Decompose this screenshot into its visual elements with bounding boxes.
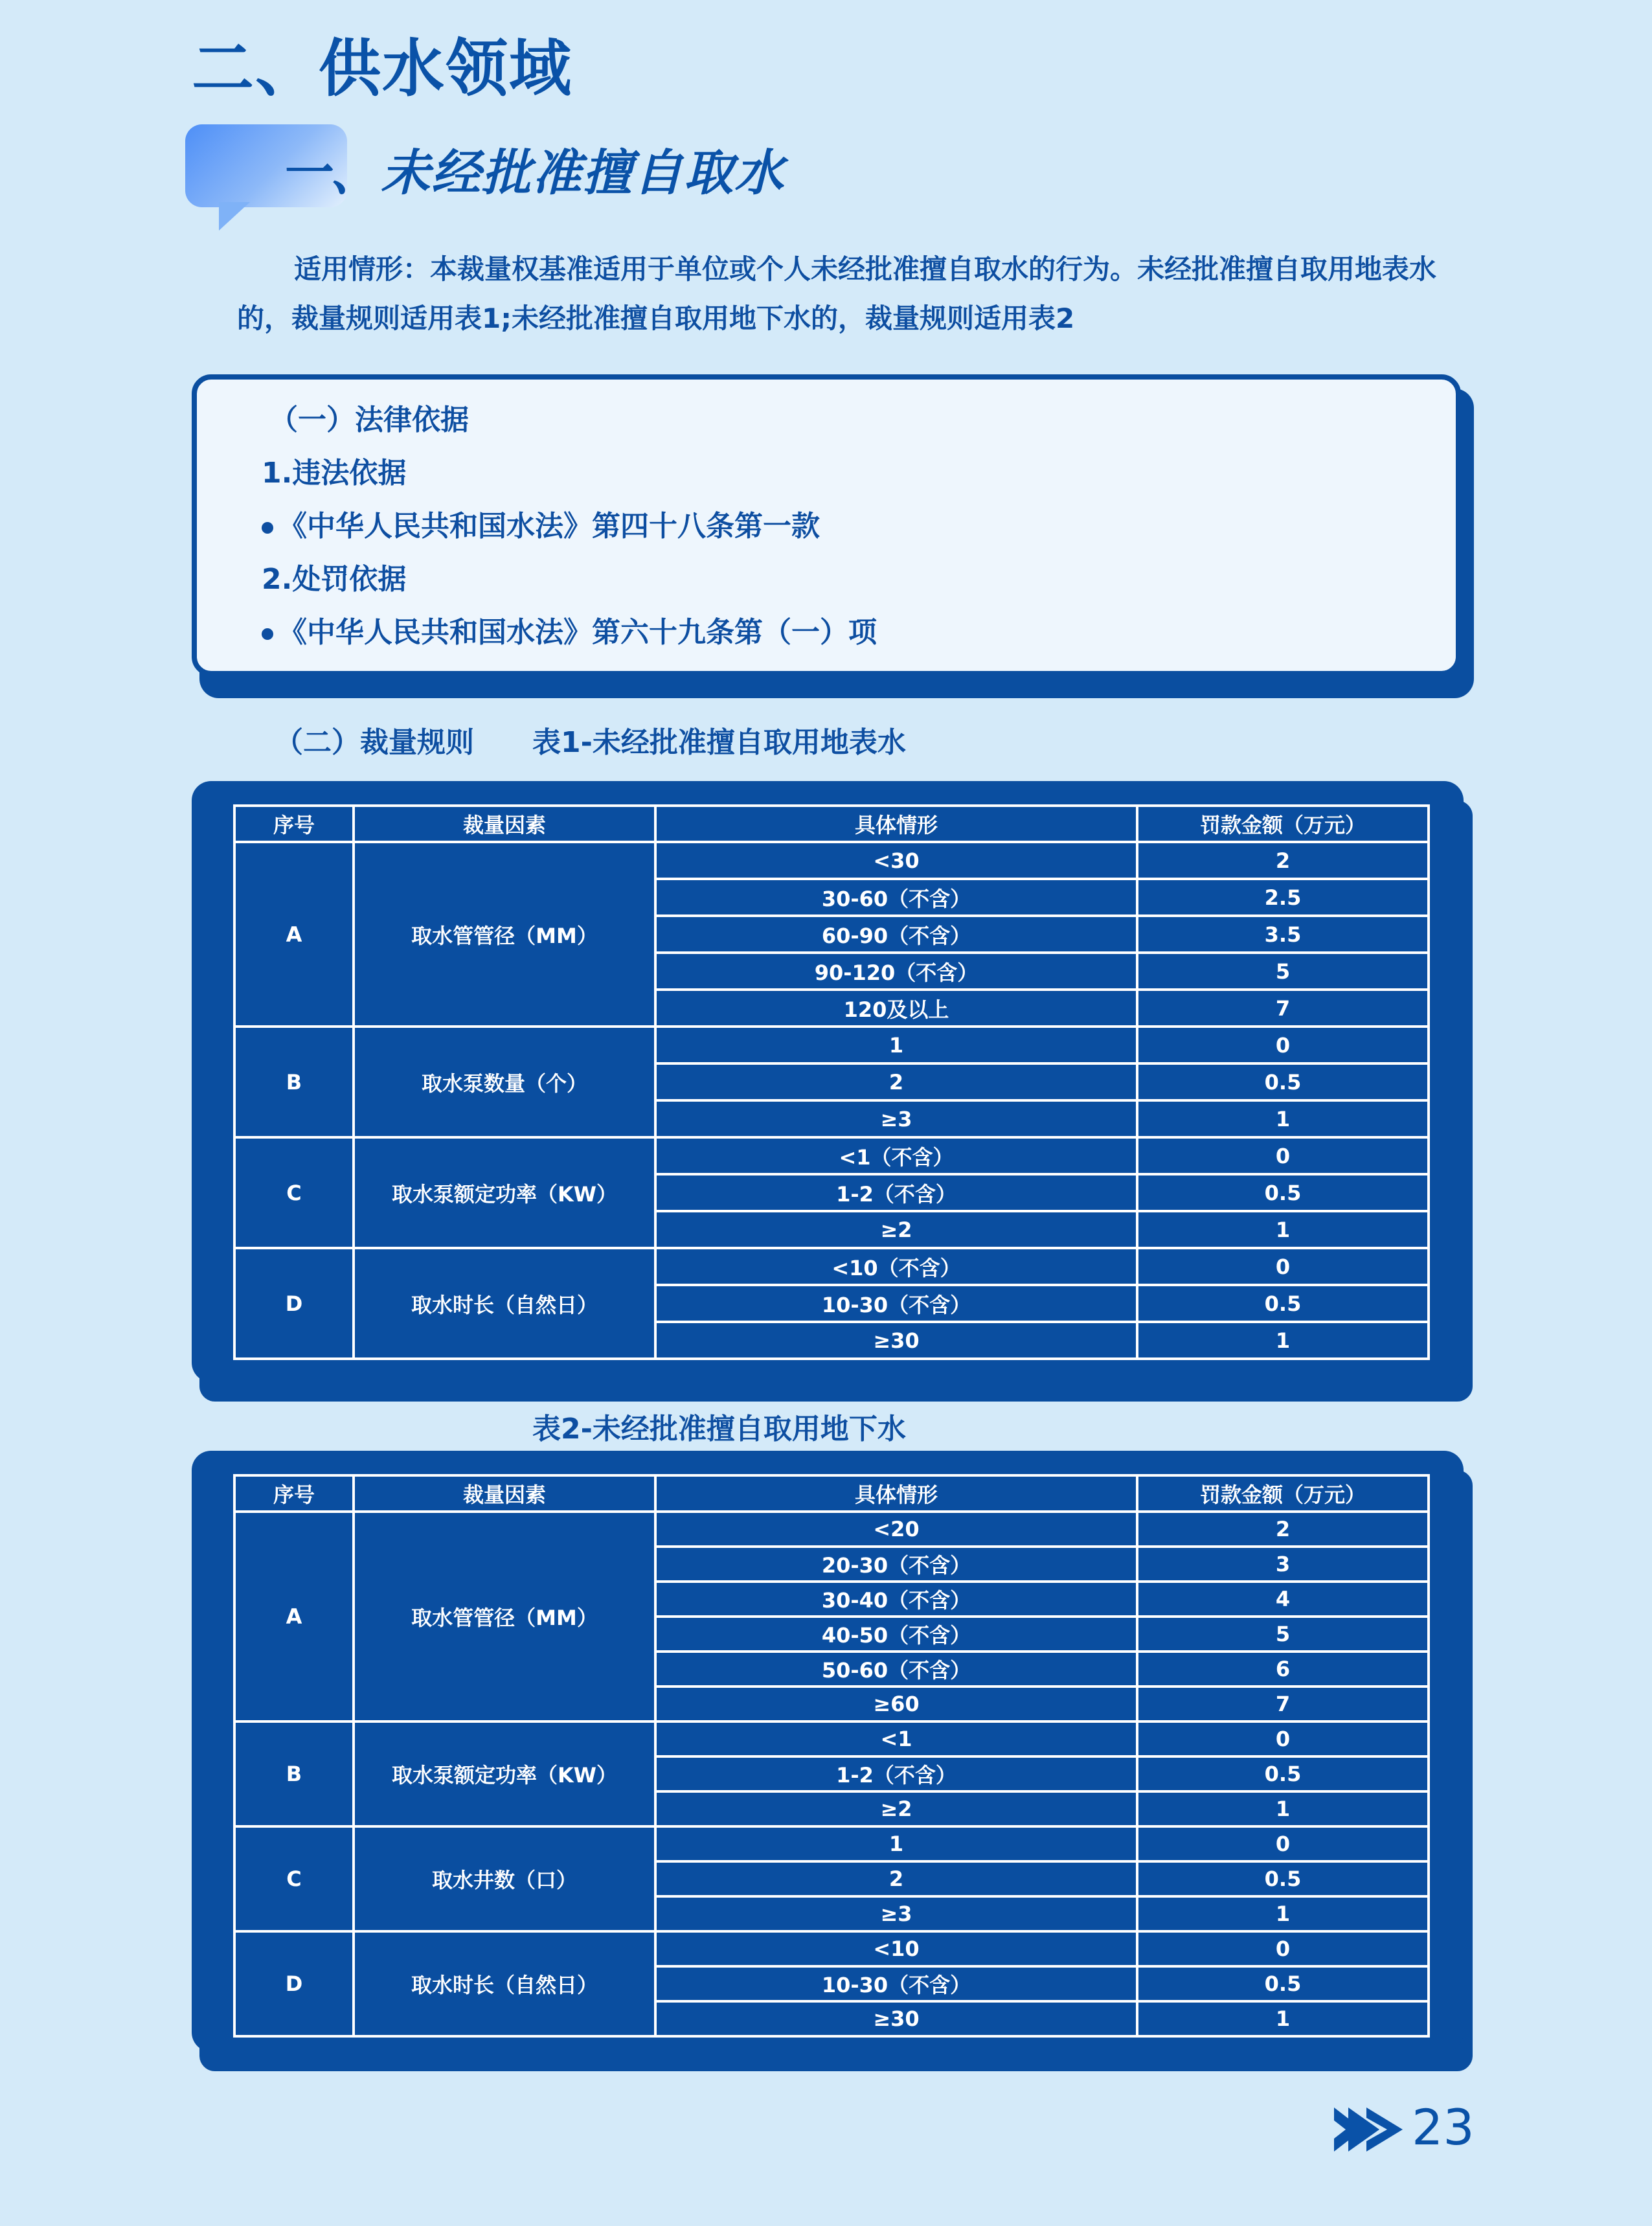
column-header: 裁量因素 (354, 1475, 655, 1512)
condition-cell: 30-60（不含） (655, 879, 1137, 916)
group-id-cell: D (234, 1248, 354, 1359)
condition-cell: <10（不含） (655, 1248, 1137, 1285)
factor-cell: 取水井数（口） (354, 1826, 655, 1931)
table-header-row (234, 806, 1429, 842)
fine-amount-cell: 7 (1137, 1687, 1429, 1721)
table-row (234, 1721, 1429, 1756)
double-arrow-icon (1334, 2105, 1407, 2154)
fine-amount-cell: 0.5 (1137, 1756, 1429, 1791)
fine-amount-cell: 1 (1137, 1896, 1429, 1931)
condition-cell: ≥60 (655, 1687, 1137, 1721)
fine-amount-cell: 1 (1137, 1322, 1429, 1359)
condition-cell: 1-2（不含） (655, 1174, 1137, 1211)
penalty-basis-item (262, 609, 877, 650)
bullet-icon (262, 522, 273, 534)
condition-cell: 90-120（不含） (655, 953, 1137, 990)
factor-cell: 取水时长（自然日） (354, 1931, 655, 2036)
factor-cell: 取水管管径（MM） (354, 1512, 655, 1721)
condition-cell: 1-2（不含） (655, 1756, 1137, 1791)
condition-cell: <1（不含） (655, 1137, 1137, 1174)
fine-amount-cell: 5 (1137, 1617, 1429, 1652)
column-header: 裁量因素 (354, 806, 655, 842)
fine-amount-cell: 1 (1137, 1211, 1429, 1248)
fine-amount-cell: 0 (1137, 1826, 1429, 1861)
section-title: 二、供水领域 (192, 32, 572, 105)
fine-amount-cell: 6 (1137, 1652, 1429, 1687)
column-header: 具体情形 (655, 1475, 1137, 1512)
fine-amount-cell: 2 (1137, 842, 1429, 879)
table2 (233, 1474, 1430, 2038)
page-number: 23 (1412, 2098, 1475, 2156)
condition-cell: ≥30 (655, 1322, 1137, 1359)
table-row (234, 1931, 1429, 1966)
condition-cell: 60-90（不含） (655, 916, 1137, 953)
penalty-basis-heading: 2.处罚依据 (262, 563, 407, 596)
group-id-cell: A (234, 1512, 354, 1721)
condition-cell: 2 (655, 1063, 1137, 1100)
group-id-cell: B (234, 1027, 354, 1137)
condition-cell: <30 (655, 842, 1137, 879)
condition-cell: 50-60（不含） (655, 1652, 1137, 1687)
fine-amount-cell: 3.5 (1137, 916, 1429, 953)
table2-title: 表2-未经批准擅自取用地下水 (532, 1413, 906, 1446)
table-row (234, 842, 1429, 879)
rules-heading: （二）裁量规则 (275, 726, 474, 759)
fine-amount-cell: 0.5 (1137, 1285, 1429, 1322)
group-id-cell: A (234, 842, 354, 1027)
factor-cell: 取水泵额定功率（KW） (354, 1137, 655, 1248)
fine-amount-cell: 5 (1137, 953, 1429, 990)
fine-amount-cell: 1 (1137, 1100, 1429, 1137)
condition-cell: 10-30（不含） (655, 1285, 1137, 1322)
fine-amount-cell: 0.5 (1137, 1063, 1429, 1100)
group-id-cell: B (234, 1721, 354, 1826)
fine-amount-cell: 2.5 (1137, 879, 1429, 916)
fine-amount-cell: 0.5 (1137, 1861, 1429, 1896)
violation-basis-item (262, 503, 820, 544)
table-row (234, 1826, 1429, 1861)
condition-cell: 2 (655, 1861, 1137, 1896)
table-row (234, 1248, 1429, 1285)
table-header-row (234, 1475, 1429, 1512)
fine-amount-cell: 0 (1137, 1248, 1429, 1285)
violation-basis-heading: 1.违法依据 (262, 457, 407, 490)
fine-amount-cell: 0 (1137, 1721, 1429, 1756)
condition-cell: 30-40（不含） (655, 1582, 1137, 1617)
table-row (234, 1137, 1429, 1174)
fine-amount-cell: 3 (1137, 1547, 1429, 1582)
table-row (234, 1027, 1429, 1063)
condition-cell: <20 (655, 1512, 1137, 1547)
intro-paragraph: 适用情形：本裁量权基准适用于单位或个人未经批准擅自取水的行为。未经批准擅自取用地表水的，裁量规则适用表1;未经批准擅自取用地下水的，裁量规则适用表2 (237, 253, 1437, 334)
fine-amount-cell: 1 (1137, 1791, 1429, 1826)
group-id-cell: C (234, 1137, 354, 1248)
condition-cell: 10-30（不含） (655, 1966, 1137, 2001)
fine-amount-cell: 0 (1137, 1137, 1429, 1174)
condition-cell: ≥30 (655, 2001, 1137, 2036)
column-header: 罚款金额（万元） (1137, 806, 1429, 842)
fine-amount-cell: 0 (1137, 1027, 1429, 1063)
condition-cell: <1 (655, 1721, 1137, 1756)
fine-amount-cell: 7 (1137, 990, 1429, 1027)
factor-cell: 取水泵额定功率（KW） (354, 1721, 655, 1826)
bullet-icon (262, 628, 273, 640)
column-header: 具体情形 (655, 806, 1137, 842)
condition-cell: 20-30（不含） (655, 1547, 1137, 1582)
factor-cell: 取水泵数量（个） (354, 1027, 655, 1137)
subsection-title: 一、未经批准擅自取水 (280, 144, 785, 201)
condition-cell: ≥3 (655, 1100, 1137, 1137)
condition-cell: 1 (655, 1027, 1137, 1063)
condition-cell: 40-50（不含） (655, 1617, 1137, 1652)
condition-cell: ≥2 (655, 1211, 1137, 1248)
group-id-cell: D (234, 1931, 354, 2036)
fine-amount-cell: 4 (1137, 1582, 1429, 1617)
fine-amount-cell: 1 (1137, 2001, 1429, 2036)
legal-basis-heading: （一）法律依据 (269, 403, 469, 437)
column-header: 序号 (234, 1475, 354, 1512)
table1 (233, 804, 1430, 1360)
violation-basis-text: 《中华人民共和国水法》第四十八条第一款 (278, 510, 820, 543)
condition-cell: 1 (655, 1826, 1137, 1861)
condition-cell: 120及以上 (655, 990, 1137, 1027)
fine-amount-cell: 0.5 (1137, 1174, 1429, 1211)
condition-cell: <10 (655, 1931, 1137, 1966)
factor-cell: 取水管管径（MM） (354, 842, 655, 1027)
table1-title: 表1-未经批准擅自取用地表水 (532, 726, 906, 759)
fine-amount-cell: 2 (1137, 1512, 1429, 1547)
fine-amount-cell: 0.5 (1137, 1966, 1429, 2001)
column-header: 罚款金额（万元） (1137, 1475, 1429, 1512)
factor-cell: 取水时长（自然日） (354, 1248, 655, 1359)
condition-cell: ≥3 (655, 1896, 1137, 1931)
group-id-cell: C (234, 1826, 354, 1931)
penalty-basis-text: 《中华人民共和国水法》第六十九条第（一）项 (278, 616, 877, 649)
table-row (234, 1512, 1429, 1547)
bubble-tail-decoration (219, 202, 250, 231)
condition-cell: ≥2 (655, 1791, 1137, 1826)
column-header: 序号 (234, 806, 354, 842)
fine-amount-cell: 0 (1137, 1931, 1429, 1966)
